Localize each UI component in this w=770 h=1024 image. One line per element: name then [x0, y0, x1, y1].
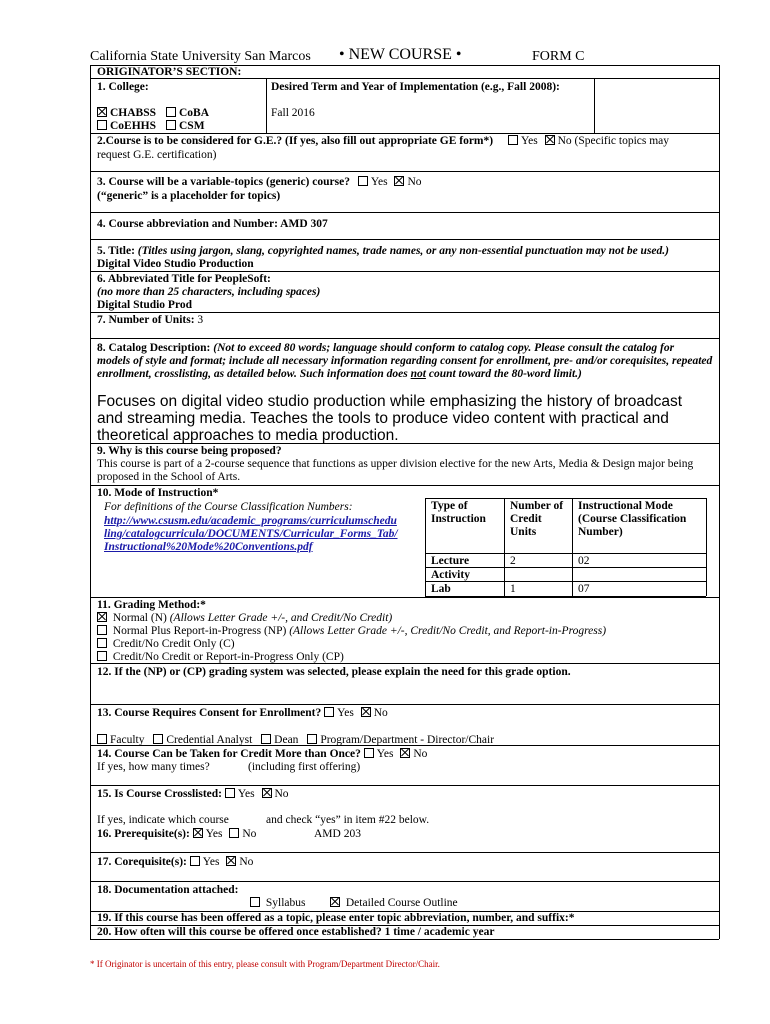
- form-title: • NEW COURSE •: [339, 46, 462, 63]
- corequisite-question: 17. Corequisite(s): Yes No: [97, 856, 254, 868]
- proposal-reason-text: This course is part of a 2-course sequence that functions as upper division elective for the new Arts, Media & Design major being proposed in the School of Arts.: [97, 458, 694, 484]
- prerequisite-value: AMD 203: [314, 828, 361, 840]
- syllabus-checkbox[interactable]: [250, 897, 260, 907]
- ge-question: 2.Course is to be considered for G.E.? (If yes, also fill out appropriate GE form*) Yes No (Specific topics may: [97, 135, 670, 147]
- consent-director-checkbox[interactable]: [307, 734, 317, 744]
- grading-normal-checkbox[interactable]: [97, 612, 107, 622]
- ge-yes-checkbox[interactable]: [508, 135, 518, 145]
- mode-of-instruction-label: 10. Mode of Instruction*: [97, 487, 219, 499]
- college-option-csm[interactable]: CSM: [166, 120, 205, 133]
- grading-c-checkbox[interactable]: [97, 638, 107, 648]
- variable-topics-yes-checkbox[interactable]: [358, 176, 368, 186]
- grade-option-explanation-label: 12. If the (NP) or (CP) grading system was selected, please explain the need for this grade option.: [97, 666, 571, 678]
- row-activity-type: Activity: [431, 569, 470, 581]
- col-header-units: Number of Credit Units: [510, 500, 564, 539]
- consent-question: 13. Course Requires Consent for Enrollment? Yes No: [97, 707, 388, 719]
- consent-dean-checkbox[interactable]: [261, 734, 271, 744]
- row-lab-units: 1: [510, 583, 516, 595]
- row-lecture-mode: 02: [578, 555, 590, 567]
- course-abbreviation: 4. Course abbreviation and Number: AMD 307: [97, 218, 328, 230]
- documentation-syllabus[interactable]: Syllabus: [250, 897, 306, 910]
- prerequisite-no-checkbox[interactable]: [229, 828, 239, 838]
- grading-option-normal[interactable]: Normal (N) (Allows Letter Grade +/-, and Credit/No Credit): [97, 612, 392, 625]
- corequisite-no-checkbox[interactable]: [226, 856, 236, 866]
- consent-credential-analyst-checkbox[interactable]: [153, 734, 163, 744]
- grading-option-c[interactable]: Credit/No Credit Only (C): [97, 638, 235, 651]
- crosslisted-check-note: and check “yes” in item #22 below.: [266, 814, 430, 826]
- course-outline-checkbox[interactable]: [330, 897, 340, 907]
- title-question: 5. Title: (Titles using jargon, slang, copyrighted names, trade names, or any non-essential punctuation may not be used.): [97, 245, 669, 257]
- documentation-outline[interactable]: Detailed Course Outline: [330, 897, 458, 910]
- repeat-credit-no-checkbox[interactable]: [400, 748, 410, 758]
- consent-yes-checkbox[interactable]: [324, 707, 334, 717]
- col-header-type: Type of Instruction: [431, 500, 486, 526]
- footnote: * If Originator is uncertain of this entry, please consult with Program/Department Director/Chair.: [90, 959, 440, 969]
- repeat-times-note: (including first offering): [248, 761, 361, 773]
- repeat-credit-question: 14. Course Can be Taken for Credit More than Once? Yes No: [97, 748, 428, 760]
- grading-option-cp[interactable]: Credit/No Credit or Report-in-Progress Only (CP): [97, 651, 344, 664]
- row-lecture-units: 2: [510, 555, 516, 567]
- catalog-description-text: Focuses on digital video studio production while emphasizing the history of broadcast and streaming media. Teaches the tools to produce video content with practical and theoretical approaches to media production.: [97, 393, 683, 444]
- college-label: 1. College:: [97, 81, 149, 93]
- college-csm-checkbox[interactable]: [166, 120, 176, 130]
- catalog-instructions-line3: enrollment, crosslisting, as detailed below. Such information does not count toward the 80-word limit.): [97, 368, 582, 380]
- definitions-note: For definitions of the Course Classification Numbers:: [104, 501, 353, 513]
- college-coba-checkbox[interactable]: [166, 107, 176, 117]
- prerequisite-question: 16. Prerequisite(s): Yes No: [97, 828, 257, 840]
- ge-question-note: request G.E. certification): [97, 149, 217, 161]
- consent-no-checkbox[interactable]: [361, 707, 371, 717]
- offering-frequency-label: 20. How often will this course be offered once established? 1 time / academic year: [97, 926, 495, 938]
- topic-abbreviation-label: 19. If this course has been offered as a topic, please enter topic abbreviation, number, and suffix:*: [97, 912, 575, 924]
- classification-link-line1[interactable]: http://www.csusm.edu/academic_programs/curriculumschedu: [104, 515, 397, 527]
- grading-cp-checkbox[interactable]: [97, 651, 107, 661]
- institution-name: California State University San Marcos: [90, 49, 311, 64]
- row-lecture-type: Lecture: [431, 555, 470, 567]
- repeat-times-prompt: If yes, how many times?: [97, 761, 210, 773]
- originator-section-title: ORIGINATOR’S SECTION:: [97, 66, 242, 78]
- term-label: Desired Term and Year of Implementation (e.g., Fall 2008):: [271, 81, 560, 93]
- crosslisted-no-checkbox[interactable]: [262, 788, 272, 798]
- college-option-coba[interactable]: CoBA: [166, 107, 209, 120]
- catalog-instructions-line2: models of style and format; include all necessary information regarding consent for enrollment, pre- and/or corequisites, repeated: [97, 355, 713, 367]
- prerequisite-yes-checkbox[interactable]: [193, 828, 203, 838]
- variable-topics-no-checkbox[interactable]: [394, 176, 404, 186]
- classification-link-line3[interactable]: Instructional%20Mode%20Conventions.pdf: [104, 541, 313, 553]
- abbreviated-title-label: 6. Abbreviated Title for PeopleSoft:: [97, 273, 271, 285]
- grading-option-np[interactable]: Normal Plus Report-in-Progress (NP) (Allows Letter Grade +/-, Credit/No Credit, and Report-in-Progress): [97, 625, 606, 638]
- form-code: FORM C: [532, 49, 585, 64]
- documentation-label: 18. Documentation attached:: [97, 884, 239, 896]
- crosslisted-yes-checkbox[interactable]: [225, 788, 235, 798]
- row-lab-mode: 07: [578, 583, 590, 595]
- college-coehhs-checkbox[interactable]: [97, 120, 107, 130]
- ge-no-checkbox[interactable]: [545, 135, 555, 145]
- consent-options: Faculty Credential Analyst Dean Program/Department - Director/Chair: [97, 734, 494, 747]
- classification-link-line2[interactable]: ling/catalogcurricula/DOCUMENTS/Curricular_Forms_Tab/: [104, 528, 398, 540]
- grading-np-checkbox[interactable]: [97, 625, 107, 635]
- crosslisted-course-prompt: If yes, indicate which course: [97, 814, 229, 826]
- variable-topics-note: (“generic” is a placeholder for topics): [97, 190, 281, 202]
- catalog-description-label: 8. Catalog Description: (Not to exceed 80 words; language should conform to catalog copy. Please consult the catalog for: [97, 342, 675, 354]
- units-question: 7. Number of Units: 3: [97, 314, 204, 326]
- consent-faculty-checkbox[interactable]: [97, 734, 107, 744]
- variable-topics-question: 3. Course will be a variable-topics (generic) course? Yes No: [97, 176, 422, 188]
- grading-method-label: 11. Grading Method:*: [97, 599, 206, 611]
- abbreviated-title-value: Digital Studio Prod: [97, 299, 192, 311]
- repeat-credit-yes-checkbox[interactable]: [364, 748, 374, 758]
- crosslisted-question: 15. Is Course Crosslisted: Yes No: [97, 788, 289, 800]
- college-option-coehhs[interactable]: CoEHHS: [97, 120, 156, 133]
- col-header-mode: Instructional Mode (Course Classification Number): [578, 500, 687, 539]
- proposal-reason-label: 9. Why is this course being proposed?: [97, 445, 282, 457]
- term-value: Fall 2016: [271, 107, 315, 119]
- corequisite-yes-checkbox[interactable]: [190, 856, 200, 866]
- college-option-chabss[interactable]: CHABSS: [97, 107, 156, 120]
- course-title-value: Digital Video Studio Production: [97, 258, 254, 270]
- college-chabss-checkbox[interactable]: [97, 107, 107, 117]
- abbreviated-title-instructions: (no more than 25 characters, including spaces): [97, 286, 321, 298]
- row-lab-type: Lab: [431, 583, 451, 595]
